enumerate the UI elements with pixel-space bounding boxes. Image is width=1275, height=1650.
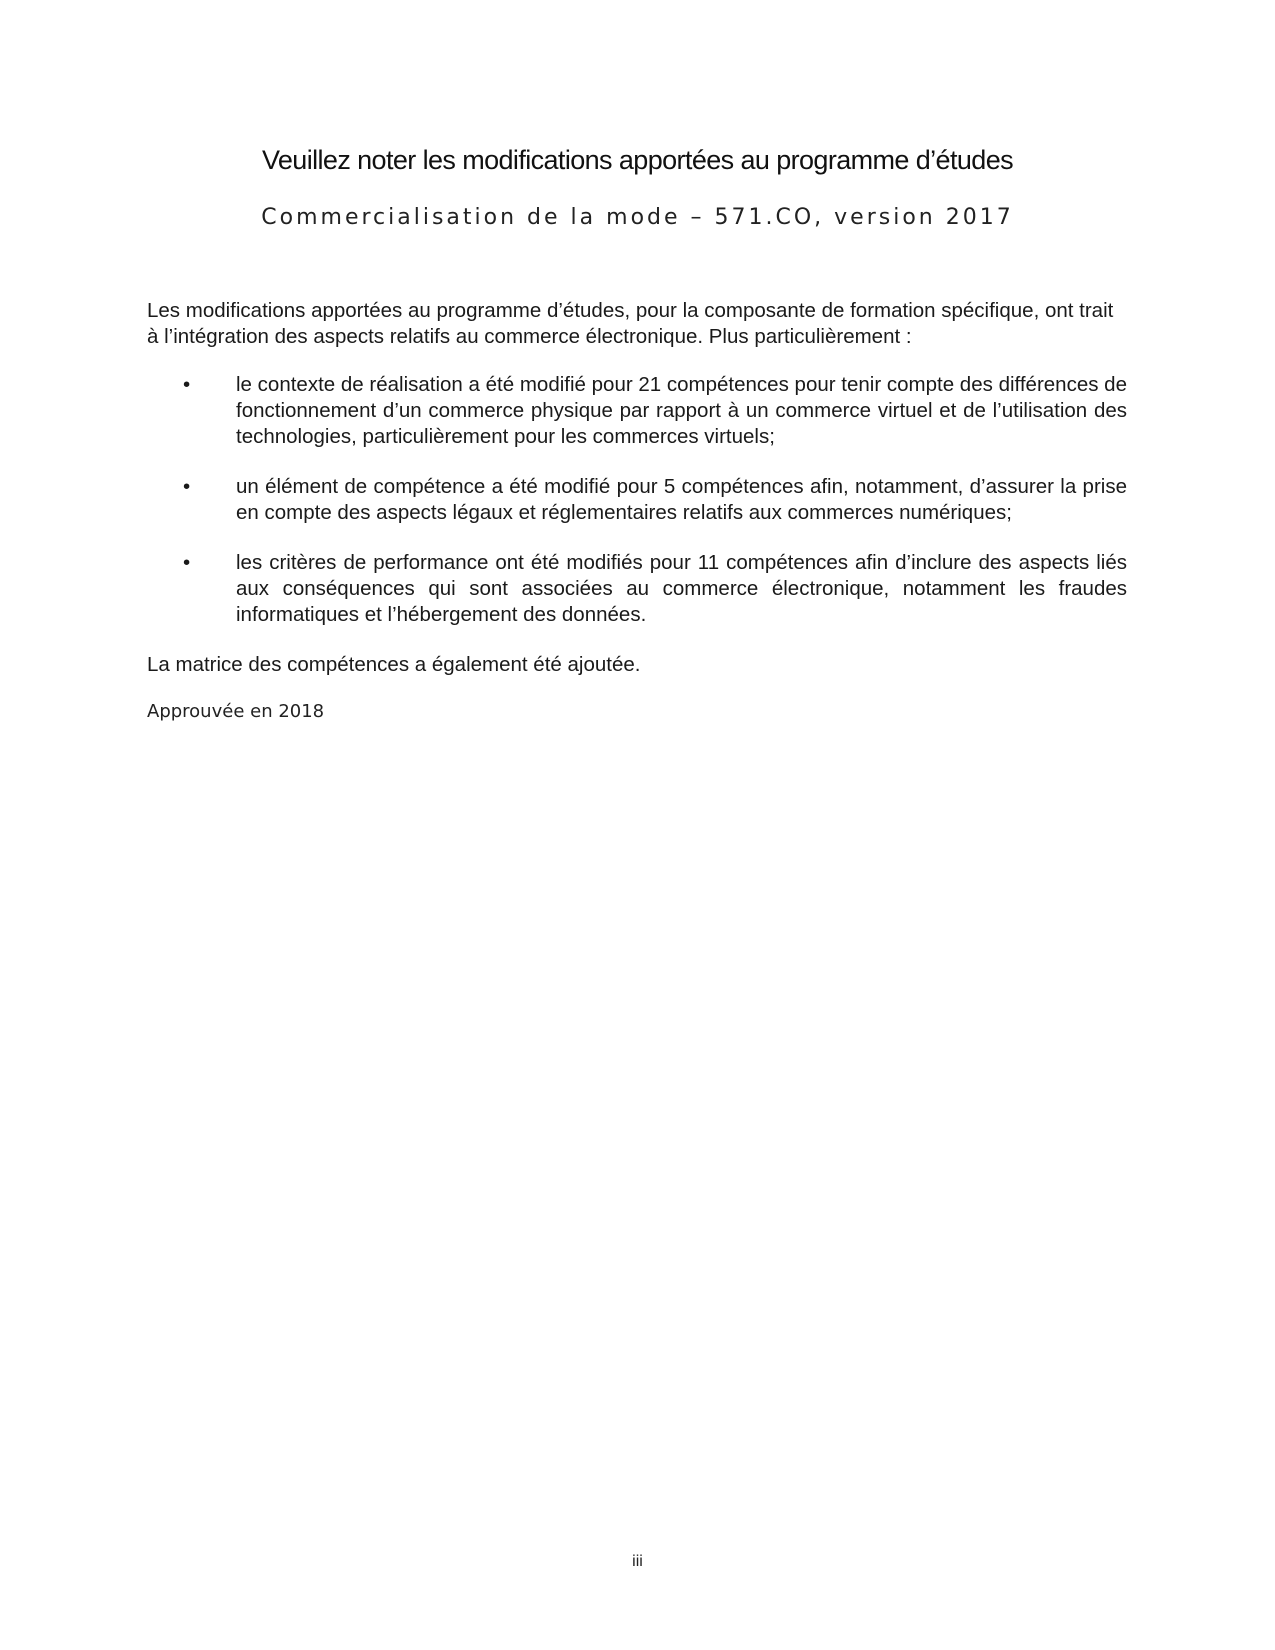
list-item — [147, 550, 1127, 628]
program-subtitle: Commercialisation de la mode – 571.CO, version 2017 — [261, 205, 1014, 230]
closing-paragraph: La matrice des compétences a également été ajoutée. — [147, 653, 641, 676]
bullet-icon: • — [183, 373, 191, 396]
list-item — [147, 474, 1127, 526]
bullet-icon: • — [183, 551, 191, 574]
changes-list — [147, 372, 1127, 628]
approval-note: Approuvée en 2018 — [147, 701, 325, 722]
list-item-text: un élément de compétence a été modifié pour 5 compétences afin, notamment, d’assurer la prise en compte des aspects légaux et réglementaires relatifs aux commerces numériques; — [236, 475, 1127, 524]
list-item-text: les critères de performance ont été modifiés pour 11 compétences afin d’inclure des aspects liés aux conséquences qui sont associées au commerce électronique, notamment les fraudes informatiques et l’hébergement des données. — [236, 551, 1127, 626]
bullet-icon: • — [183, 475, 191, 498]
main-content — [147, 298, 1127, 724]
page-number: iii — [632, 1553, 643, 1570]
page-title: Veuillez noter les modifications apportées au programme d’études — [261, 145, 1014, 175]
intro-paragraph: Les modifications apportées au programme d’études, pour la composante de formation spécifique, ont trait à l’intégration des aspects relatifs au commerce électronique. Plus particulièrement : — [147, 299, 1114, 348]
list-item — [147, 372, 1127, 450]
list-item-text: le contexte de réalisation a été modifié pour 21 compétences pour tenir compte des différences de fonctionnement d’un commerce physique par rapport à un commerce virtuel et de l’utilisation des technologies, particulièrement pour les commerces virtuels; — [236, 373, 1127, 448]
